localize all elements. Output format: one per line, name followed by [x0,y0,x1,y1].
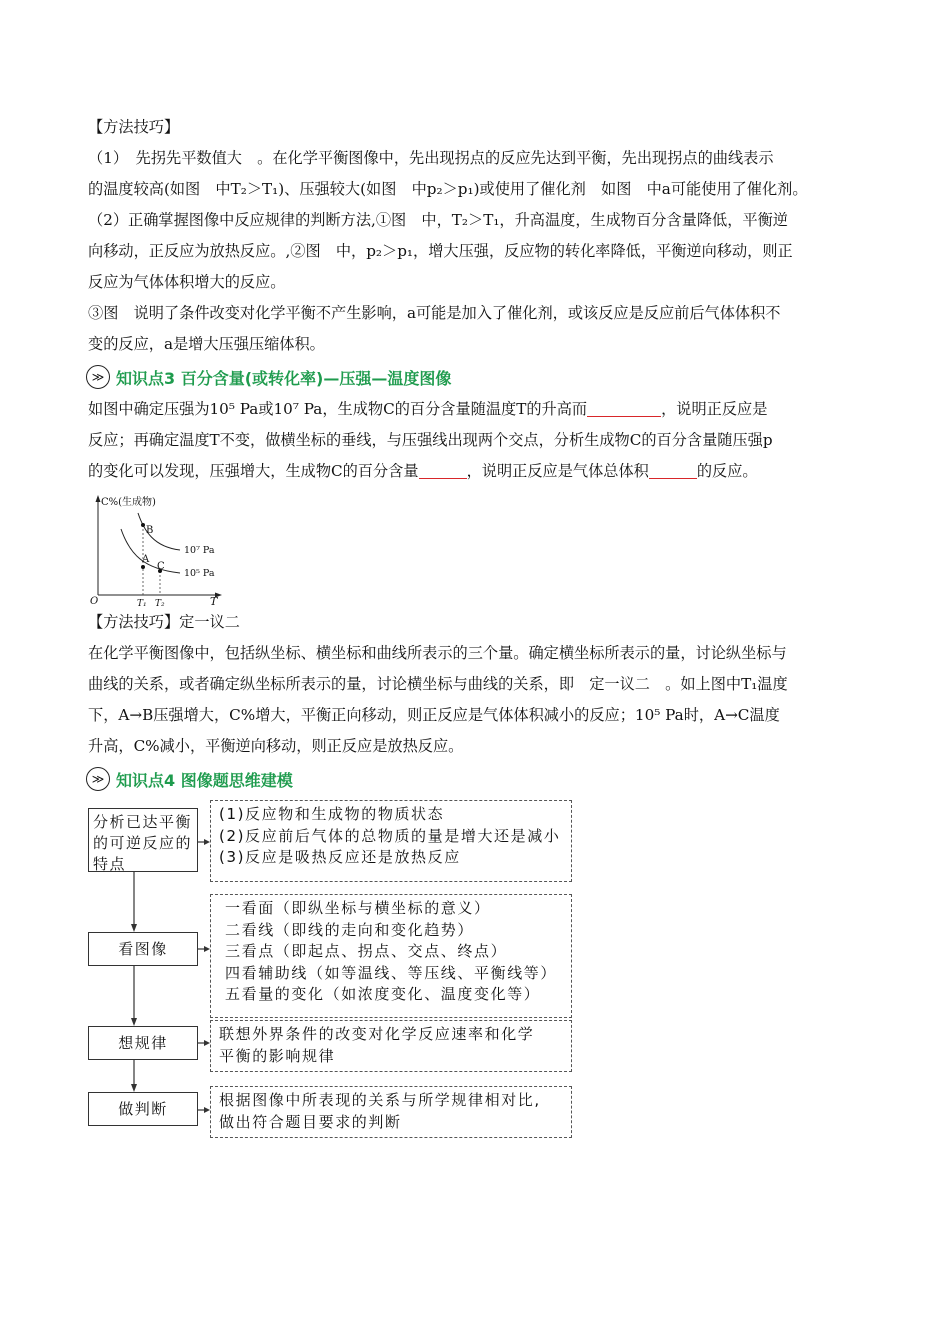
step-think-rules-box [88,1026,198,1060]
method-line: 曲线的关系，或者确定纵坐标所表示的量，讨论横坐标与曲线的关系，即 定一议二 。如上图中T₁温度 [88,675,788,693]
kp3-text: 的变化可以发现，压强增大，生成物C的百分含量 [88,462,419,480]
step-label: 看图像 [118,939,168,958]
document-page [88,112,868,1146]
step-analyze-box [88,808,198,872]
point-a [141,565,145,569]
detail-item: 三看点（即起点、拐点、交点、终点） [225,942,508,960]
detail-item: 做出符合题目要求的判断 [219,1112,402,1131]
x-axis-label: T [210,595,218,607]
detail-item: (2)反应前后气体的总物质的量是增大还是减小 [219,826,561,845]
knowledge-point-title: 知识点4 图像题思维建模 [116,770,293,790]
y-axis-label: C%(生成物) [101,497,156,508]
method-heading: 【方法技巧】 [88,118,180,136]
point-label-a: A [142,554,150,565]
method-line: （2）正确掌握图像中反应规律的判断方法,①图 中，T₂＞T₁，升高温度，生成物百分含量降低，平衡逆 [88,211,788,229]
step-analyze-details [210,800,572,882]
detail-item: 四看辅助线（如等温线、等压线、平衡线等） [225,963,558,982]
chevron-circle-icon: ≫ [86,767,110,791]
knowledge-point-title: 知识点3 百分含量(或转化率)—压强—温度图像 [116,368,452,388]
kp3-line [88,394,868,425]
detail-item: 一看面（即纵坐标与横坐标的意义） [225,899,491,917]
point-label-c: C [157,561,165,572]
detail-item: 根据图像中所表现的关系与所学规律相对比, [219,1091,541,1109]
detail-item: 五看量的变化（如浓度变化、温度变化等） [225,985,541,1003]
kp3-text: ，说明正反应是 [661,400,768,418]
knowledge-point-3-header [86,362,868,392]
step-think-rules-details [210,1020,572,1072]
method-line: 升高，C%减小，平衡逆向移动，则正反应是放热反应。 [88,737,464,755]
detail-item: 平衡的影响规律 [219,1046,336,1065]
method-line: （1） 先拐先平数值大 。在化学平衡图像中，先出现拐点的反应先达到平衡，先出现拐点的曲线表示 [88,149,774,167]
kp3-line [88,456,868,487]
method-line: 的温度较高(如图 中T₂＞T₁)、压强较大(如图 中p₂＞p₁)或使用了催化剂 如图 中a可能使用了催化剂。 [88,180,808,198]
thinking-model-flowchart [88,800,578,1146]
detail-item: (1)反应物和生成物的物质状态 [219,805,445,823]
method-line: 在化学平衡图像中，包括纵坐标、横坐标和曲线所表示的三个量。确定横坐标所表示的量，讨论纵坐标与 [88,644,787,662]
point-label-b: B [146,525,154,536]
step-label: 做判断 [118,1099,168,1118]
kp3-text: 如图中确定压强为10⁵ Pa或10⁷ Pa，生成物C的百分含量随温度T的升高而 [88,400,588,418]
step-look-graph-box [88,932,198,966]
method-line: 向移动，正反应为放热反应。,②图 中，p₂＞p₁，增大压强，反应物的转化率降低，平衡逆向移动，则正 [88,242,793,260]
chart-container [88,491,868,607]
method-line: ③图 说明了条件改变对化学平衡不产生影响，a可能是加入了催化剂，或该反应是反应前后气体体积不 [88,304,781,322]
method-line: 变的反应，a是增大压强压缩体积。 [88,335,325,353]
percent-pressure-temperature-chart [88,491,228,607]
method-line: 下，A→B压强增大，C%增大，平衡正向移动，则正反应是气体体积减小的反应；10⁵ Pa时，A→C温度 [88,706,780,724]
answer-blank[interactable] [649,460,697,479]
answer-blank[interactable] [419,460,467,479]
step-label: 想规律 [118,1033,168,1052]
series-label-low: 10⁵ Pa [184,568,215,579]
step-look-graph-details [210,894,572,1018]
x-tick-t1: T₁ [137,599,147,607]
chevron-circle-icon: ≫ [86,365,110,389]
kp3-text: 的反应。 [696,462,758,480]
origin-label: O [90,596,99,607]
y-axis-arrow [96,495,101,502]
step-judge-box [88,1092,198,1126]
knowledge-point-4-header [86,764,868,794]
detail-item: 二看线（即线的走向和变化趋势） [225,920,475,939]
method-line: 反应为气体体积增大的反应。 [88,273,286,291]
step-judge-details [210,1086,572,1138]
x-tick-t2: T₂ [155,599,165,607]
kp3-line: 反应；再确定温度T不变，做横坐标的垂线，与压强线出现两个交点，分析生成物C的百分含量随压强p [88,431,773,449]
detail-item: (3)反应是吸热反应还是放热反应 [219,848,461,866]
series-line-high-pressure [138,513,180,550]
answer-blank[interactable] [587,398,661,417]
point-b [141,523,145,527]
step-label: 分析已达平衡的可逆反应的特点 [93,813,193,873]
series-label-high: 10⁷ Pa [184,545,215,556]
method-heading: 【方法技巧】定一议二 [88,613,240,631]
kp3-text: ，说明正反应是气体总体积 [466,462,649,480]
detail-item: 联想外界条件的改变对化学反应速率和化学 [219,1025,535,1043]
